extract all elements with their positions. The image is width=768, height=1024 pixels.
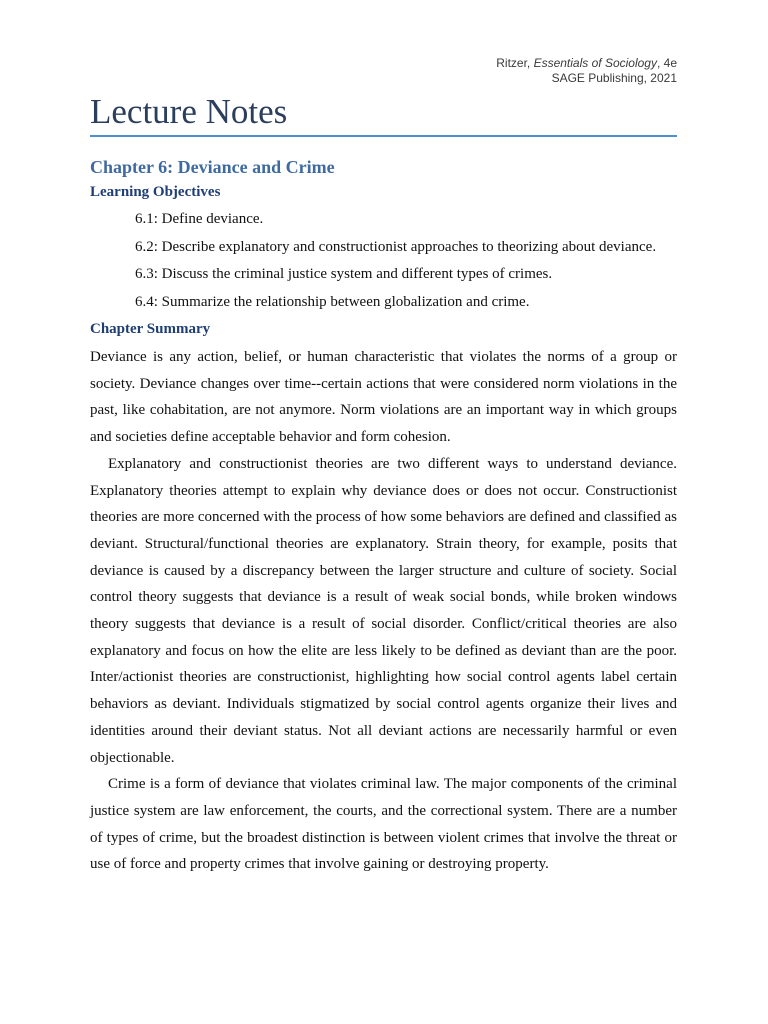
- title-rule: [90, 135, 677, 137]
- objective-item: 6.4: Summarize the relationship between globalization and crime.: [135, 293, 530, 310]
- citation-header: [90, 56, 677, 85]
- page-title: Lecture Notes: [90, 92, 288, 131]
- chapter-summary-body: [90, 344, 677, 878]
- citation-line-1: [90, 56, 677, 71]
- citation-book-title: Essentials of Sociology: [533, 56, 657, 70]
- citation-edition: , 4e: [656, 56, 677, 70]
- learning-objectives-list: [135, 207, 656, 317]
- summary-paragraph: Explanatory and constructionist theories are two different ways to understand deviance. Explanatory theories attempt to explain why deviance does or does not occur. Constructionist theories are more concerned with the process of how some behaviors are defined and classified as deviant. Structural/functional theories are explanatory. Strain theory, for example, posits that deviance is caused by a discrepancy between the larger structure and culture of society. Social control theory suggests that deviance is a result of weak social bonds, while broken windows theory suggests that deviance is a result of social disorder. Conflict/critical theories are also explanatory and focus on how the elite are less likely to be defined as deviant than are the poor. Inter/actionist theories are constructionist, highlighting how social control agents label certain behaviors as deviant. Individuals stigmatized by social control agents organize their lives and identities around their deviant status. Not all deviant actions are necessarily harmful or even objectionable.: [90, 455, 677, 766]
- summary-paragraph: Deviance is any action, belief, or human characteristic that violates the norms of a group or society. Deviance changes over time--certain actions that were considered norm violations in the past, like cohabitation, are not anymore. Norm violations are an important way in which groups and societies define acceptable behavior and form cohesion.: [90, 349, 677, 446]
- citation-publisher: SAGE Publishing, 2021: [551, 70, 677, 85]
- objective-item: 6.2: Describe explanatory and constructionist approaches to theorizing about deviance.: [135, 238, 657, 255]
- objective-item: 6.1: Define deviance.: [135, 211, 264, 227]
- learning-objectives-heading: Learning Objectives: [90, 184, 221, 200]
- chapter-heading: Chapter 6: Deviance and Crime: [90, 157, 335, 177]
- summary-paragraph: Crime is a form of deviance that violates criminal law. The major components of the criminal justice system are law enforcement, the courts, and the correctional system. There are a number of types of crime, but the broadest distinction is between violent crimes that involve the threat or use of force and property crimes that involve gaining or destroying property.: [90, 776, 677, 873]
- citation-author: Ritzer,: [496, 56, 534, 70]
- chapter-summary-heading: Chapter Summary: [90, 321, 211, 337]
- objective-item: 6.3: Discuss the criminal justice system and different types of crimes.: [135, 266, 553, 282]
